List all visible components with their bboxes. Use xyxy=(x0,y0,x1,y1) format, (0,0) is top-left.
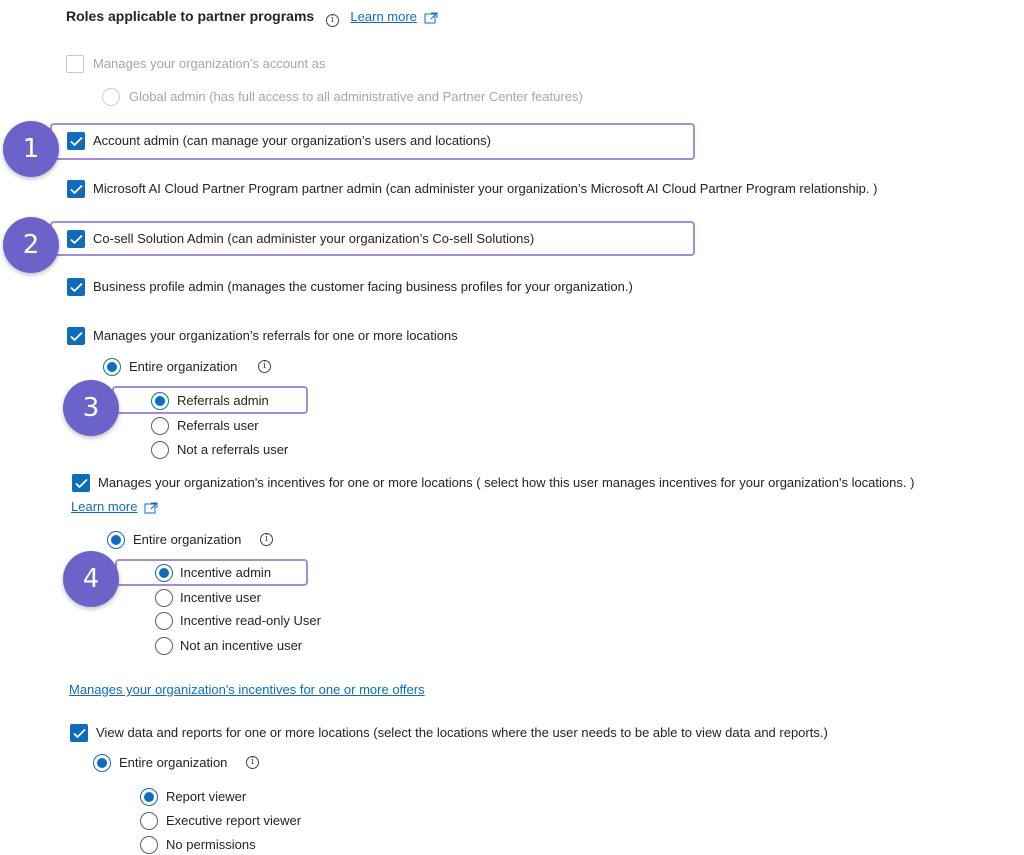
no-permissions-radio[interactable] xyxy=(140,836,158,854)
executive-report-viewer-radio[interactable] xyxy=(140,812,158,830)
incentives-offers-link[interactable]: Manages your organization's incentives for one or more offers xyxy=(69,682,425,697)
incentives-learn-more[interactable] xyxy=(71,498,158,516)
reports-entire-org-radio[interactable] xyxy=(93,754,111,772)
incentives-checkbox[interactable] xyxy=(72,474,90,492)
learn-more-link[interactable]: Learn more xyxy=(71,499,138,514)
incentives-entire-org-radio[interactable] xyxy=(107,531,125,549)
account-admin-label: Account admin (can manage your organization’s users and locations) xyxy=(93,133,491,148)
external-link-icon xyxy=(424,12,438,24)
referrals-user-radio[interactable] xyxy=(151,417,169,435)
referrals-label: Manages your organization’s referrals for one or more locations xyxy=(93,328,458,343)
referrals-checkbox[interactable] xyxy=(67,327,85,345)
incentives-scope-label: Entire organization xyxy=(133,532,242,547)
not-incentive-user-radio[interactable] xyxy=(155,637,173,655)
callout-box-2 xyxy=(50,221,695,256)
not-referrals-user-label: Not a referrals user xyxy=(177,442,289,457)
info-icon[interactable]: i xyxy=(260,533,273,546)
checkmark-icon xyxy=(70,331,83,342)
checkmark-icon xyxy=(75,478,88,489)
reports-label: View data and reports for one or more locations (select the locations where the user needs to be able to view data and reports.) xyxy=(96,725,828,740)
referrals-user-label: Referrals user xyxy=(177,418,259,433)
checkmark-icon xyxy=(73,728,86,739)
callout-badge-4: 4 xyxy=(63,551,119,607)
callout-box-4 xyxy=(115,559,308,586)
executive-report-viewer-label: Executive report viewer xyxy=(166,813,302,828)
checkmark-icon xyxy=(70,282,83,293)
report-viewer-label: Report viewer xyxy=(166,789,247,804)
cosell-admin-label: Co-sell Solution Admin (can administer your organization’s Co-sell Solutions) xyxy=(93,231,535,246)
business-profile-admin-label: Business profile admin (manages the customer facing business profiles for your organization.) xyxy=(93,279,633,294)
incentive-readonly-radio[interactable] xyxy=(155,612,173,630)
learn-more-link[interactable]: Learn more xyxy=(350,9,417,24)
info-icon[interactable]: i xyxy=(326,14,339,27)
incentive-user-radio[interactable] xyxy=(155,589,173,607)
referrals-scope-label: Entire organization xyxy=(129,359,238,374)
checkmark-icon xyxy=(70,184,83,195)
incentive-user-label: Incentive user xyxy=(180,590,261,605)
callout-box-3 xyxy=(112,386,308,414)
manages-account-label: Manages your organization’s account as xyxy=(93,56,326,71)
reports-scope-label: Entire organization xyxy=(119,755,228,770)
manages-account-checkbox[interactable] xyxy=(66,55,84,73)
referrals-admin-label: Referrals admin xyxy=(177,393,269,408)
incentive-admin-label: Incentive admin xyxy=(180,565,272,580)
section-header xyxy=(66,6,438,26)
global-admin-radio[interactable] xyxy=(102,88,120,106)
report-viewer-radio[interactable] xyxy=(140,788,158,806)
ai-partner-admin-label: Microsoft AI Cloud Partner Program partner admin (can administer your organization’s Microsoft AI Cloud Partner Program relationship. ) xyxy=(93,181,878,196)
callout-box-1 xyxy=(50,123,695,160)
no-permissions-label: No permissions xyxy=(166,837,256,852)
global-admin-label: Global admin (has full access to all administrative and Partner Center features) xyxy=(129,89,583,104)
not-incentive-user-label: Not an incentive user xyxy=(180,638,303,653)
info-icon[interactable]: i xyxy=(246,756,259,769)
page-title: Roles applicable to partner programs xyxy=(66,8,315,24)
ai-partner-admin-checkbox[interactable] xyxy=(67,180,85,198)
incentive-readonly-label: Incentive read-only User xyxy=(180,613,321,628)
reports-checkbox[interactable] xyxy=(70,724,88,742)
referrals-entire-org-radio[interactable] xyxy=(103,358,121,376)
callout-badge-1: 1 xyxy=(3,121,59,177)
callout-badge-2: 2 xyxy=(3,217,59,273)
not-referrals-user-radio[interactable] xyxy=(151,441,169,459)
info-icon[interactable]: i xyxy=(258,360,271,373)
business-profile-admin-checkbox[interactable] xyxy=(67,278,85,296)
incentives-label: Manages your organization's incentives for one or more locations ( select how this user manages incentives for your organization's locations. ) xyxy=(98,475,915,490)
callout-badge-3: 3 xyxy=(63,380,119,436)
external-link-icon xyxy=(144,502,158,514)
